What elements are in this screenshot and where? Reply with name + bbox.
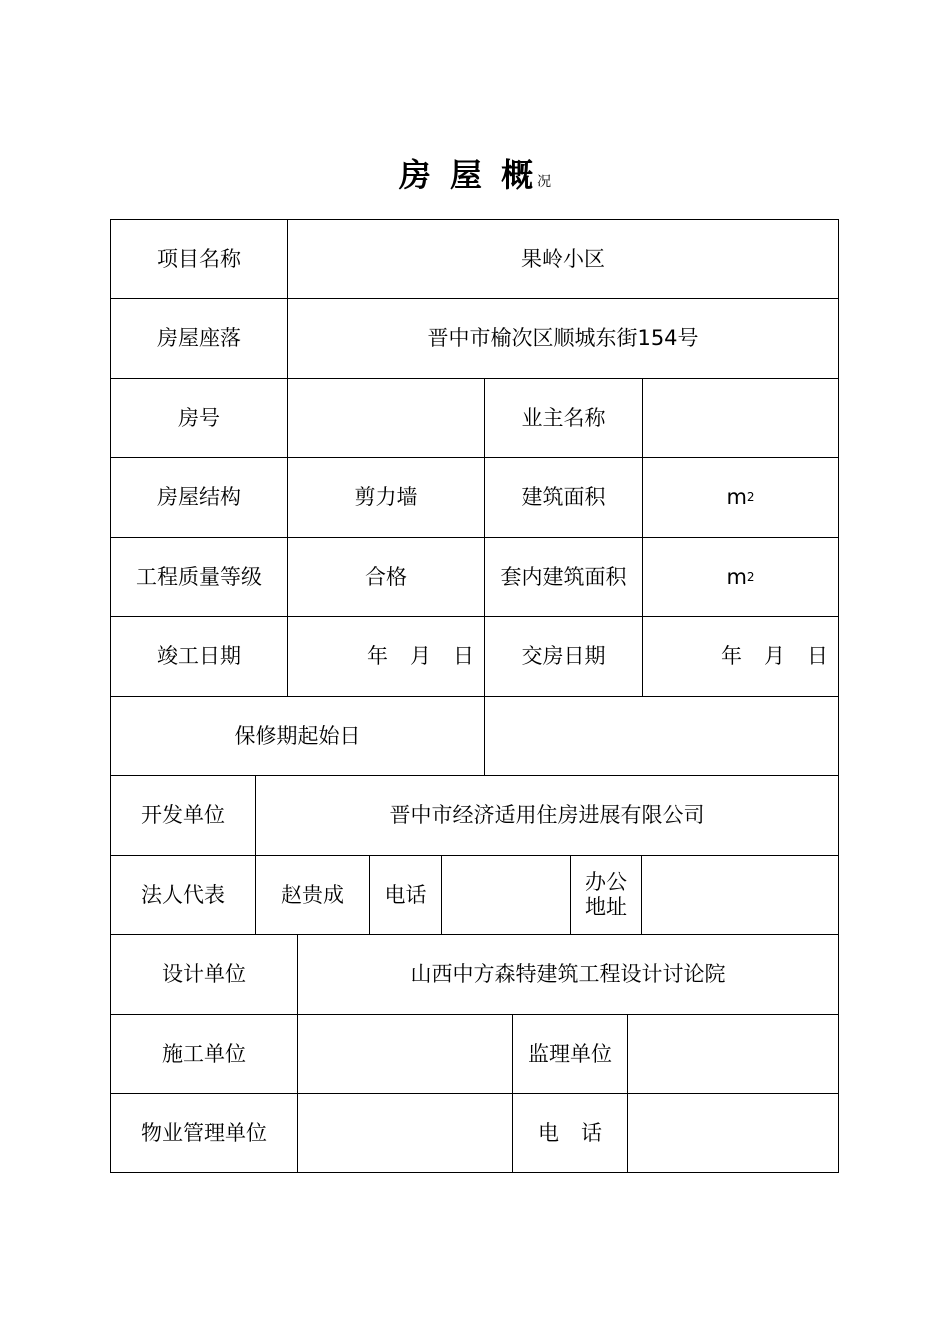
phone-label: 电话 bbox=[384, 882, 427, 907]
warranty-value bbox=[485, 697, 838, 775]
inner-area-unit: m bbox=[726, 564, 747, 589]
completion-month: 月 bbox=[410, 644, 431, 668]
handover-month: 月 bbox=[764, 644, 785, 668]
phone-value bbox=[442, 856, 570, 934]
developer-value: 晋中市经济适用住房进展有限公司 bbox=[389, 803, 705, 827]
supervisor-value bbox=[628, 1015, 838, 1093]
structure-label: 房屋结构 bbox=[157, 485, 241, 509]
property-phone-label-2: 话 bbox=[581, 1120, 602, 1145]
office-address-label bbox=[571, 856, 641, 934]
office-address-value bbox=[642, 856, 838, 934]
owner-value bbox=[643, 379, 838, 457]
property-value bbox=[298, 1094, 512, 1172]
property-phone-label bbox=[513, 1094, 627, 1172]
office-label-line2: 地址 bbox=[585, 895, 627, 919]
project-name-label: 项目名称 bbox=[157, 246, 241, 271]
handover-year: 年 bbox=[721, 644, 742, 668]
quality-label: 工程质量等级 bbox=[136, 564, 262, 589]
inner-area-unit-sup: 2 bbox=[746, 569, 755, 584]
area-unit-sup: 2 bbox=[746, 490, 755, 504]
legal-rep-value: 赵贵成 bbox=[281, 882, 344, 907]
legal-rep-label: 法人代表 bbox=[141, 882, 225, 907]
completion-label: 竣工日期 bbox=[157, 644, 241, 668]
title-small: 况 bbox=[537, 174, 552, 190]
page-title bbox=[0, 150, 950, 196]
designer-label: 设计单位 bbox=[162, 962, 246, 986]
completion-year: 年 bbox=[367, 644, 388, 668]
location-value: 晋中市榆次区顺城东街154号 bbox=[427, 326, 699, 350]
constructor-value bbox=[298, 1015, 512, 1093]
constructor-label: 施工单位 bbox=[162, 1041, 246, 1066]
warranty-label: 保修期起始日 bbox=[234, 723, 361, 748]
area-label: 建筑面积 bbox=[521, 485, 606, 509]
property-label: 物业管理单位 bbox=[141, 1120, 267, 1145]
handover-label: 交房日期 bbox=[521, 644, 606, 668]
title-main: 房 屋 概 bbox=[398, 156, 538, 194]
office-label-line1: 办公 bbox=[585, 870, 627, 894]
room-label: 房号 bbox=[178, 405, 220, 430]
inner-area-value bbox=[643, 538, 838, 616]
completion-date bbox=[288, 617, 484, 696]
owner-label: 业主名称 bbox=[521, 405, 606, 430]
designer-value: 山西中方森特建筑工程设计讨论院 bbox=[410, 962, 726, 986]
completion-day: 日 bbox=[453, 644, 474, 668]
quality-value: 合格 bbox=[365, 564, 407, 589]
handover-date bbox=[643, 617, 838, 696]
area-value bbox=[643, 458, 838, 537]
room-value bbox=[288, 379, 484, 457]
project-name-value: 果岭小区 bbox=[521, 246, 605, 271]
property-phone-label-1: 电 bbox=[538, 1120, 559, 1145]
developer-label: 开发单位 bbox=[141, 803, 225, 827]
area-unit: m bbox=[726, 485, 747, 509]
location-label: 房屋座落 bbox=[157, 326, 241, 350]
structure-value: 剪力墙 bbox=[354, 485, 418, 509]
handover-day: 日 bbox=[807, 644, 828, 668]
supervisor-label: 监理单位 bbox=[528, 1041, 612, 1066]
inner-area-label: 套内建筑面积 bbox=[500, 564, 627, 589]
property-phone-value bbox=[628, 1094, 838, 1172]
